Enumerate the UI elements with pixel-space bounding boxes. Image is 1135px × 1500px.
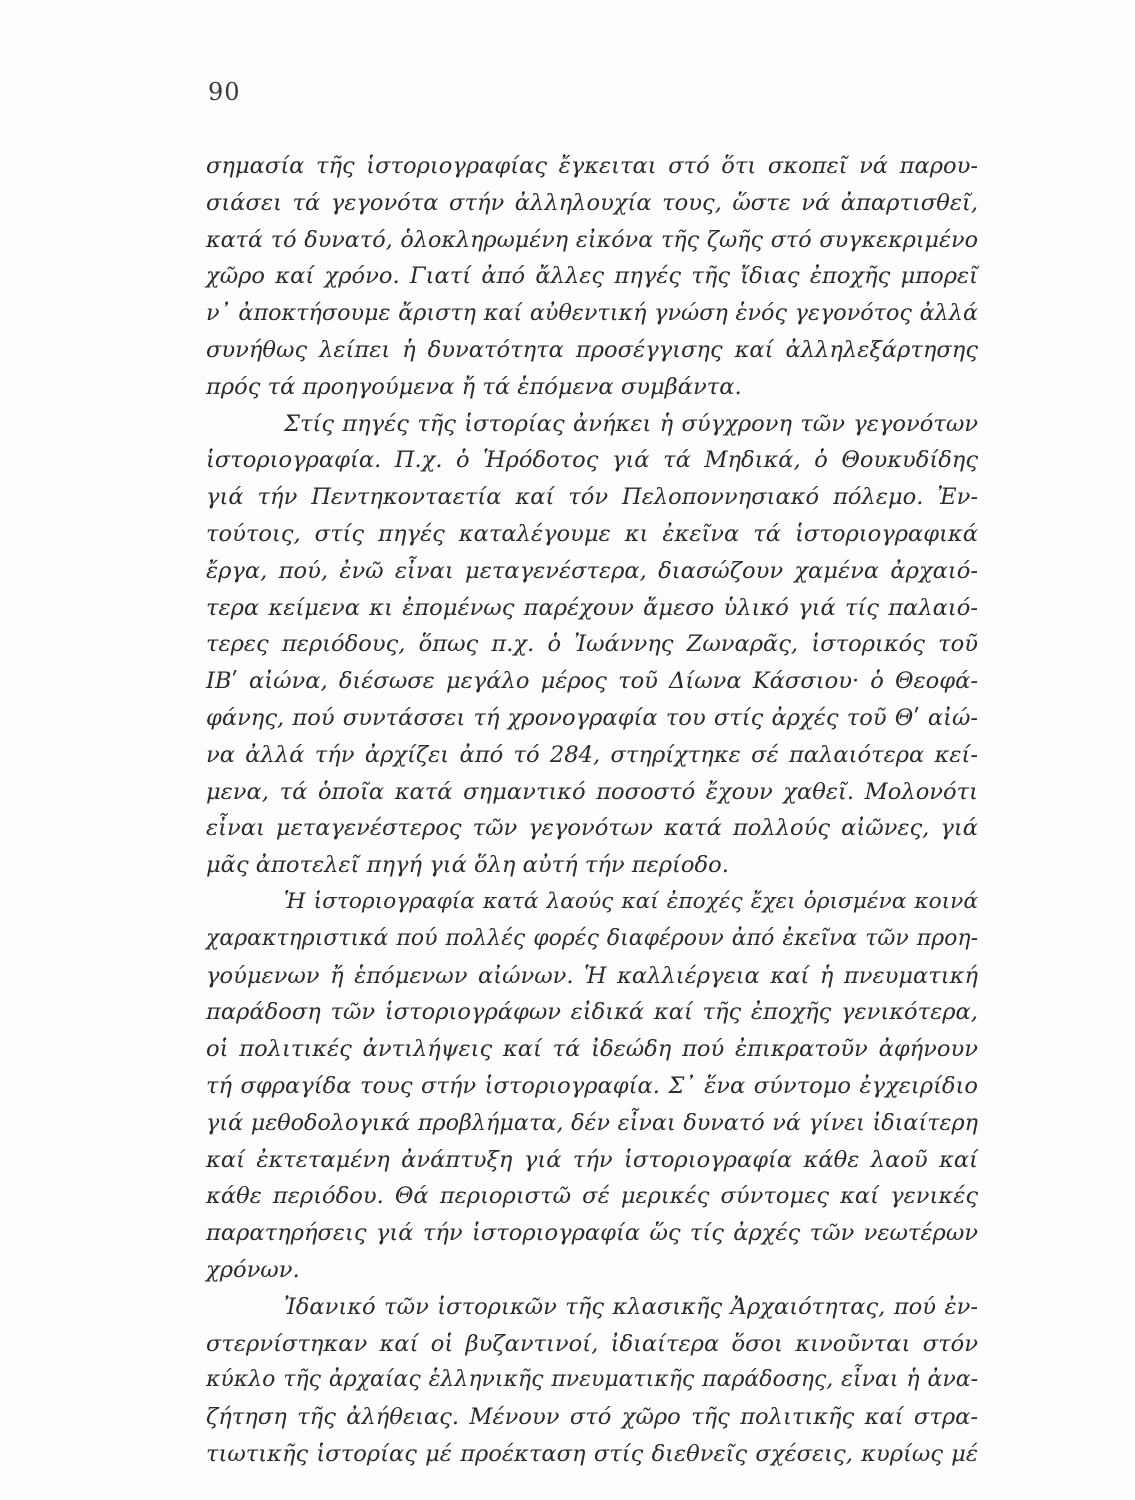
- text-line: ΙΒʹ αἰώνα, διέσωσε μεγάλο μέρος τοῦ Δίωνα Κάσσιου· ὁ Θεοφά-: [206, 668, 978, 695]
- text-line: σημασία τῆς ἱστοριογραφίας ἔγκειται στό ὅτι σκοπεῖ νά παρου-: [206, 153, 978, 179]
- text-line: γούμενων ἤ ἑπόμενων αἰώνων. Ἡ καλλιέργεια καί ἡ πνευματική: [206, 962, 978, 989]
- text-line: παράδοση τῶν ἱστοριογράφων εἰδικά καί τῆς ἐποχῆς γενικότερα,: [206, 999, 978, 1026]
- text-line: τιωτικῆς ἱστορίας μέ προέκταση στίς διεθνεῖς σχέσεις, κυρίως μέ: [206, 1440, 978, 1467]
- body-text: [206, 148, 978, 1473]
- text-line: καί ἐκτεταμένη ἀνάπτυξη γιά τήν ἱστοριογραφία κάθε λαοῦ καί: [206, 1146, 978, 1173]
- text-line: χαρακτηριστικά πού πολλές φορές διαφέρουν ἀπό ἐκεῖνα τῶν προη-: [206, 925, 978, 951]
- text-line: ν᾽ ἀποκτήσουμε ἄριστη καί αὐθεντική γνώση ἑνός γεγονότος ἀλλά: [206, 300, 978, 327]
- text-line: σιάσει τά γεγονότα στήν ἀλληλουχία τους, ὥστε νά ἀπαρτισθεῖ,: [206, 189, 978, 216]
- text-line: Στίς πηγές τῆς ἱστορίας ἀνήκει ἡ σύγχρονη τῶν γεγονότων: [284, 410, 978, 437]
- text-line: κύκλο τῆς ἀρχαίας ἑλληνικῆς πνευματικῆς παράδοσης, εἶναι ἡ ἀνα-: [206, 1367, 978, 1393]
- text-line: ἱστοριογραφία. Π.χ. ὁ Ἡρόδοτος γιά τά Μηδικά, ὁ Θουκυδίδης: [206, 447, 978, 474]
- text-line: συνήθως λείπει ἡ δυνατότητα προσέγγισης καί ἀλληλεξάρτησης: [206, 336, 978, 363]
- text-line: οἱ πολιτικές ἀντιλήψεις καί τά ἰδεώδη πού ἐπικρατοῦν ἀφήνουν: [206, 1036, 978, 1063]
- text-line: Ἡ ἱστοριογραφία κατά λαούς καί ἐποχές ἔχει ὁρισμένα κοινά: [284, 888, 978, 914]
- text-line: τερες περιόδους, ὅπως π.χ. ὁ Ἰωάννης Ζωναρᾶς, ἱστορικός τοῦ: [206, 631, 978, 658]
- text-line: μᾶς ἀποτελεῖ πηγή γιά ὅλη αὐτή τήν περίοδο.: [206, 852, 729, 879]
- text-line: κατά τό δυνατό, ὁλοκληρωμένη εἰκόνα τῆς ζωῆς στό συγκεκριμένο: [206, 226, 978, 253]
- text-line: χῶρο καί χρόνο. Γιατί ἀπό ἄλλες πηγές τῆς ἴδιας ἐποχῆς μπορεῖ: [206, 263, 978, 290]
- text-line: πρός τά προηγούμενα ἤ τά ἑπόμενα συμβάντα.: [206, 373, 742, 400]
- text-line: παρατηρήσεις γιά τήν ἱστοριογραφία ὥς τίς ἀρχές τῶν νεωτέρων: [206, 1220, 978, 1247]
- text-line: εἶναι μεταγενέστερος τῶν γεγονότων κατά πολλούς αἰῶνες, γιά: [206, 815, 978, 842]
- text-line: τούτοις, στίς πηγές καταλέγουμε κι ἐκεῖνα τά ἱστοριογραφικά: [206, 520, 978, 547]
- text-line: στερνίστηκαν καί οἱ βυζαντινοί, ἰδιαίτερα ὅσοι κινοῦνται στόν: [206, 1330, 978, 1357]
- text-line: τερα κείμενα κι ἐπομένως παρέχουν ἄμεσο ὑλικό γιά τίς παλαιό-: [206, 594, 978, 621]
- text-line: ζήτηση τῆς ἀλήθειας. Μένουν στό χῶρο τῆς πολιτικῆς καί στρα-: [206, 1404, 978, 1431]
- text-line: ἔργα, πού, ἐνῶ εἶναι μεταγενέστερα, διασώζουν χαμένα ἀρχαιό-: [206, 557, 978, 584]
- text-line: τή σφραγίδα τους στήν ἱστοριογραφία. Σ᾽ ἕνα σύντομο ἐγχειρίδιο: [206, 1072, 978, 1099]
- text-line: χρόνων.: [206, 1256, 300, 1283]
- text-line: να ἀλλά τήν ἀρχίζει ἀπό τό 284, στηρίχτηκε σέ παλαιότερα κεί-: [206, 741, 978, 768]
- text-line: μενα, τά ὁποῖα κατά σημαντικό ποσοστό ἔχουν χαθεῖ. Μολονότι: [206, 778, 978, 805]
- text-line: γιά μεθοδολογικά προβλήματα, δέν εἶναι δυνατό νά γίνει ἰδιαίτερη: [206, 1109, 978, 1136]
- text-line: φάνης, πού συντάσσει τή χρονογραφία του στίς ἀρχές τοῦ Θʹ αἰώ-: [206, 704, 978, 731]
- text-line: κάθε περιόδου. Θά περιοριστῶ σέ μερικές σύντομες καί γενικές: [206, 1183, 978, 1210]
- text-line: γιά τήν Πεντηκονταετία καί τόν Πελοποννησιακό πόλεμο. Ἐν-: [206, 484, 978, 511]
- page-number: 90: [208, 78, 241, 106]
- text-line: Ἰδανικό τῶν ἱστορικῶν τῆς κλασικῆς Ἀρχαιότητας, πού ἐν-: [284, 1293, 978, 1320]
